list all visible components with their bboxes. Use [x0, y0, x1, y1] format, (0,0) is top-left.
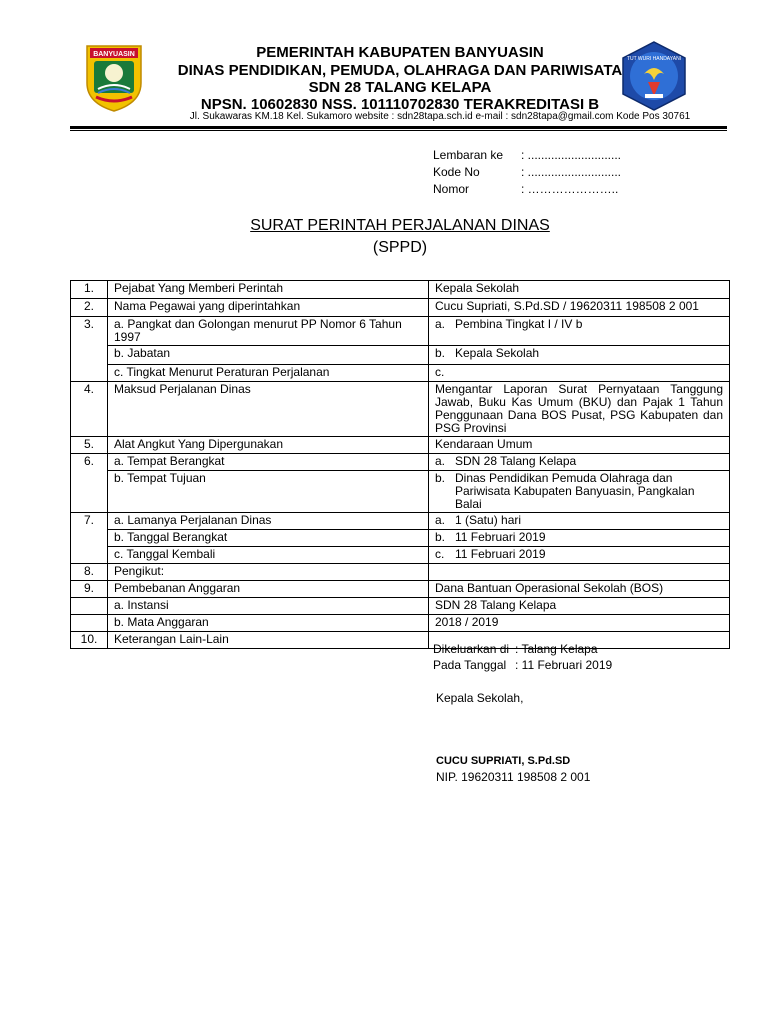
table-row	[71, 581, 730, 598]
banyuasin-logo	[84, 43, 144, 113]
value-prefix: a.	[435, 513, 446, 527]
value-prefix: a.	[435, 317, 446, 331]
row-description: c. Tanggal Kembali	[108, 547, 429, 564]
row-number: 4.	[71, 382, 108, 437]
row-description: b. Tempat Tujuan	[108, 471, 429, 513]
table-row	[71, 317, 730, 346]
table-row	[71, 454, 730, 471]
value-text: Pembina Tingkat I / IV b	[455, 317, 583, 331]
issued-date-value: : 11 Februari 2019	[515, 658, 613, 672]
row-number: 2.	[71, 299, 108, 317]
table-row	[71, 382, 730, 437]
header-rule-thin	[70, 130, 727, 131]
header-line-school: SDN 28 TALANG KELAPA	[308, 79, 492, 96]
value-text: 1 (Satu) hari	[455, 513, 522, 527]
row-value: Kendaraan Umum	[429, 437, 730, 454]
row-description: Alat Angkut Yang Dipergunakan	[108, 437, 429, 454]
value-text: Kepala Sekolah	[455, 346, 540, 360]
row-description: Nama Pegawai yang diperintahkan	[108, 299, 429, 317]
row-value	[429, 317, 730, 346]
table-row	[71, 437, 730, 454]
issued-at-label: Dikeluarkan di	[433, 642, 510, 656]
row-number: 10.	[71, 632, 108, 649]
row-value: 2018 / 2019	[429, 615, 730, 632]
meta-value-number: : …………………..	[521, 182, 619, 196]
row-value	[429, 547, 730, 564]
table-row	[71, 299, 730, 317]
table-row	[71, 615, 730, 632]
row-number: 5.	[71, 437, 108, 454]
value-prefix: b.	[435, 346, 446, 360]
row-number: 9.	[71, 581, 108, 598]
table-row	[71, 564, 730, 581]
row-value	[429, 513, 730, 530]
row-value: Cucu Supriati, S.Pd.SD / 19620311 198508 2 001	[429, 299, 730, 317]
sppd-table	[70, 280, 730, 649]
header-address: Jl. Sukawaras KM.18 Kel. Sukamoro website : sdn28tapa.sch.id e-mail : sdn28tapa@gmail.com Kode Pos 30761	[189, 111, 691, 122]
value-prefix: c.	[435, 365, 445, 379]
row-number-empty	[71, 471, 108, 513]
header-rule-thick	[70, 126, 727, 129]
signer-title: Kepala Sekolah,	[436, 691, 524, 705]
table-row	[71, 365, 730, 382]
row-value	[429, 365, 730, 382]
row-description: b. Mata Anggaran	[108, 615, 429, 632]
value-prefix: b.	[435, 471, 446, 485]
row-description: a. Lamanya Perjalanan Dinas	[108, 513, 429, 530]
row-value: Mengantar Laporan Surat Pernyataan Tanggung Jawab, Buku Kas Umum (BKU) dan Pajak 1 Tahun Penggunaan Dana BOS Pusat, PSG Kabupaten dan PSG Provinsi	[429, 382, 730, 437]
value-text: Dinas Pendidikan Pemuda Olahraga dan Pariwisata Kabupaten Banyuasin, Pangkalan Balai	[455, 471, 695, 511]
header-line-department: DINAS PENDIDIKAN, PEMUDA, OLAHRAGA DAN PARIWISATA	[177, 62, 623, 79]
table-row	[71, 632, 730, 649]
row-value: Kepala Sekolah	[429, 281, 730, 299]
row-value: SDN 28 Talang Kelapa	[429, 598, 730, 615]
row-description: Maksud Perjalanan Dinas	[108, 382, 429, 437]
meta-label-code: Kode No	[433, 165, 480, 179]
row-description: Keterangan Lain-Lain	[108, 632, 429, 649]
row-number-empty	[71, 598, 108, 615]
row-description: Pembebanan Anggaran	[108, 581, 429, 598]
meta-value-code: : ............................	[521, 165, 622, 179]
value-text: 11 Februari 2019	[455, 547, 546, 561]
row-value	[429, 454, 730, 471]
issued-at-value: : Talang Kelapa	[515, 642, 598, 656]
document-title: SURAT PERINTAH PERJALANAN DINAS	[250, 217, 550, 234]
row-description: a. Instansi	[108, 598, 429, 615]
row-description: b. Jabatan	[108, 346, 429, 365]
signer-name: CUCU SUPRIATI, S.Pd.SD	[436, 755, 571, 767]
row-number: 1.	[71, 281, 108, 299]
document-subtitle: (SPPD)	[372, 239, 428, 256]
logo-left-text: BANYUASIN	[93, 51, 135, 58]
table-row	[71, 346, 730, 365]
row-value	[429, 530, 730, 547]
table-row	[71, 547, 730, 564]
row-value	[429, 471, 730, 513]
row-number: 3.	[71, 317, 108, 346]
table-row	[71, 281, 730, 299]
row-value	[429, 564, 730, 581]
table-row	[71, 471, 730, 513]
table-row	[71, 598, 730, 615]
logo-right-text: TUT WURI HANDAYANI	[626, 56, 682, 62]
row-number: 7.	[71, 513, 108, 530]
row-description: a. Tempat Berangkat	[108, 454, 429, 471]
table-row	[71, 530, 730, 547]
meta-label-number: Nomor	[433, 182, 470, 196]
row-number-empty	[71, 346, 108, 365]
row-number-empty	[71, 365, 108, 382]
row-value	[429, 346, 730, 365]
meta-value-sheet: : ............................	[521, 148, 622, 162]
header-line-npsn: NPSN. 10602830 NSS. 101110702830 TERAKREDITASI B	[200, 96, 600, 113]
row-number: 6.	[71, 454, 108, 471]
row-number-empty	[71, 530, 108, 547]
row-number-empty	[71, 547, 108, 564]
row-description: Pejabat Yang Memberi Perintah	[108, 281, 429, 299]
value-prefix: c.	[435, 547, 445, 561]
row-value: Dana Bantuan Operasional Sekolah (BOS)	[429, 581, 730, 598]
value-text: 11 Februari 2019	[455, 530, 546, 544]
value-text: SDN 28 Talang Kelapa	[455, 454, 577, 468]
value-prefix: a.	[435, 454, 446, 468]
row-description: b. Tanggal Berangkat	[108, 530, 429, 547]
header-line-government: PEMERINTAH KABUPATEN BANYUASIN	[256, 44, 544, 61]
value-prefix: b.	[435, 530, 446, 544]
row-description: c. Tingkat Menurut Peraturan Perjalanan	[108, 365, 429, 382]
issued-date-label: Pada Tanggal	[433, 658, 507, 672]
row-number: 8.	[71, 564, 108, 581]
row-description: Pengikut:	[108, 564, 429, 581]
table-row	[71, 513, 730, 530]
meta-label-sheet: Lembaran ke	[433, 148, 504, 162]
row-description: a. Pangkat dan Golongan menurut PP Nomor 6 Tahun 1997	[108, 317, 429, 346]
row-number-empty	[71, 615, 108, 632]
signer-nip: NIP. 19620311 198508 2 001	[436, 770, 591, 784]
